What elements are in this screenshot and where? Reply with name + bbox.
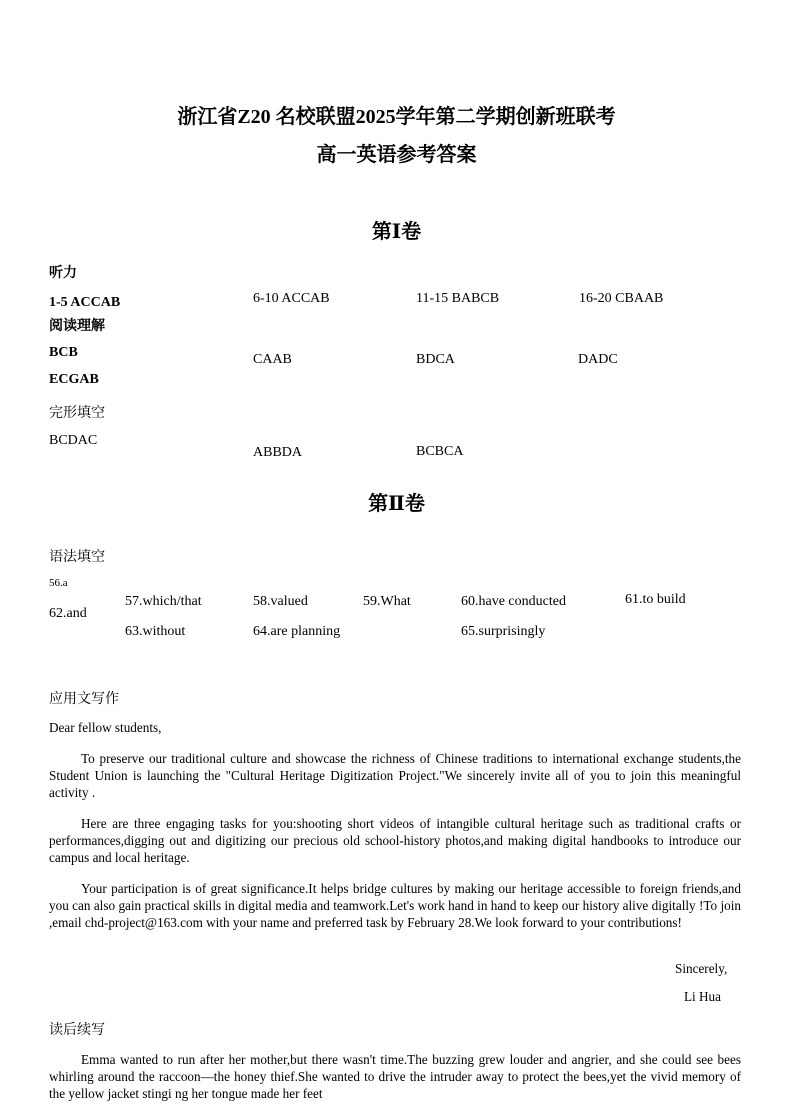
letter-greeting: Dear fellow students, [49, 720, 162, 735]
writing-label: 应用文写作 [49, 691, 119, 707]
grammar-answer-61: 61.to build [625, 592, 686, 607]
continuation-label: 读后续写 [49, 1022, 105, 1038]
listening-label: 听力 [49, 266, 77, 281]
continuation-paragraph-1: Emma wanted to run after her mother,but there wasn't time.The buzzing grew louder and angrier, and she could see bees whirling around the raccoon—the honey thief.She wanted to drive the intruder away to protect the bees,yet the vivid memory of the yellow jacket stingi ng her tongue made her feet [49, 1052, 741, 1101]
volume-1-title: 第Ⅰ卷 [371, 221, 422, 243]
reading-label: 阅读理解 [49, 319, 105, 334]
cloze-answer-1: BCDAC [49, 433, 98, 448]
letter-paragraph-3: Your participation is of great significance.It helps bridge cultures by making our heritage accessible to foreign friends,and you can also gain practical skills in digital media and teamwork.Let's work hand in hand to keep our history alive digitally !To join ,email chd-project@163.com with your name and preferred task by February 28.We look forward to your contributions! [49, 881, 741, 930]
grammar-answer-58: 58.valued [253, 594, 308, 609]
letter-paragraph-1: To preserve our traditional culture and showcase the richness of Chinese traditions to international exchange students,the Student Union is launching the "Cultural Heritage Digitization Project."We sincerely invite all of you to join this meaningful activity . [49, 751, 741, 800]
reading-answer-5: ECGAB [49, 372, 99, 387]
cloze-label: 完形填空 [49, 405, 105, 421]
grammar-answer-56: 56.a [49, 577, 68, 589]
letter-signature: Li Hua [684, 989, 721, 1004]
document-title: 浙江省Z20 名校联盟2025学年第二学期创新班联考 [177, 106, 616, 128]
grammar-answer-62: 62.and [49, 606, 87, 621]
listening-answer-2: 6-10 ACCAB [253, 291, 330, 306]
listening-answer-3: 11-15 BABCB [416, 291, 500, 306]
volume-2-title: 第Ⅱ卷 [368, 493, 425, 515]
letter-paragraph-2: Here are three engaging tasks for you:shooting short videos of intangible cultural heritage such as traditional crafts or performances,digging out and digitizing our precious old school-history photos,and making digital handbooks to introduce our campus and local heritage. [49, 816, 741, 865]
grammar-answer-65: 65.surprisingly [461, 624, 546, 639]
grammar-answer-64: 64.are planning [253, 624, 341, 639]
grammar-answer-59: 59.What [363, 594, 411, 609]
reading-answer-3: BDCA [416, 352, 455, 367]
reading-answer-2: CAAB [253, 352, 292, 367]
reading-answer-4: DADC [578, 352, 618, 367]
listening-answer-1: 1-5 ACCAB [49, 295, 121, 310]
letter-closing: Sincerely, [675, 961, 728, 976]
grammar-answer-60: 60.have conducted [461, 594, 566, 609]
cloze-answer-3: BCBCA [416, 444, 464, 459]
cloze-answer-2: ABBDA [253, 445, 303, 460]
reading-answer-1: BCB [49, 345, 78, 360]
listening-answer-4: 16-20 CBAAB [579, 291, 664, 306]
grammar-label: 语法填空 [49, 549, 105, 565]
grammar-answer-63: 63.without [125, 624, 186, 639]
grammar-answer-57: 57.which/that [125, 594, 202, 609]
document-subtitle: 高一英语参考答案 [316, 144, 477, 166]
